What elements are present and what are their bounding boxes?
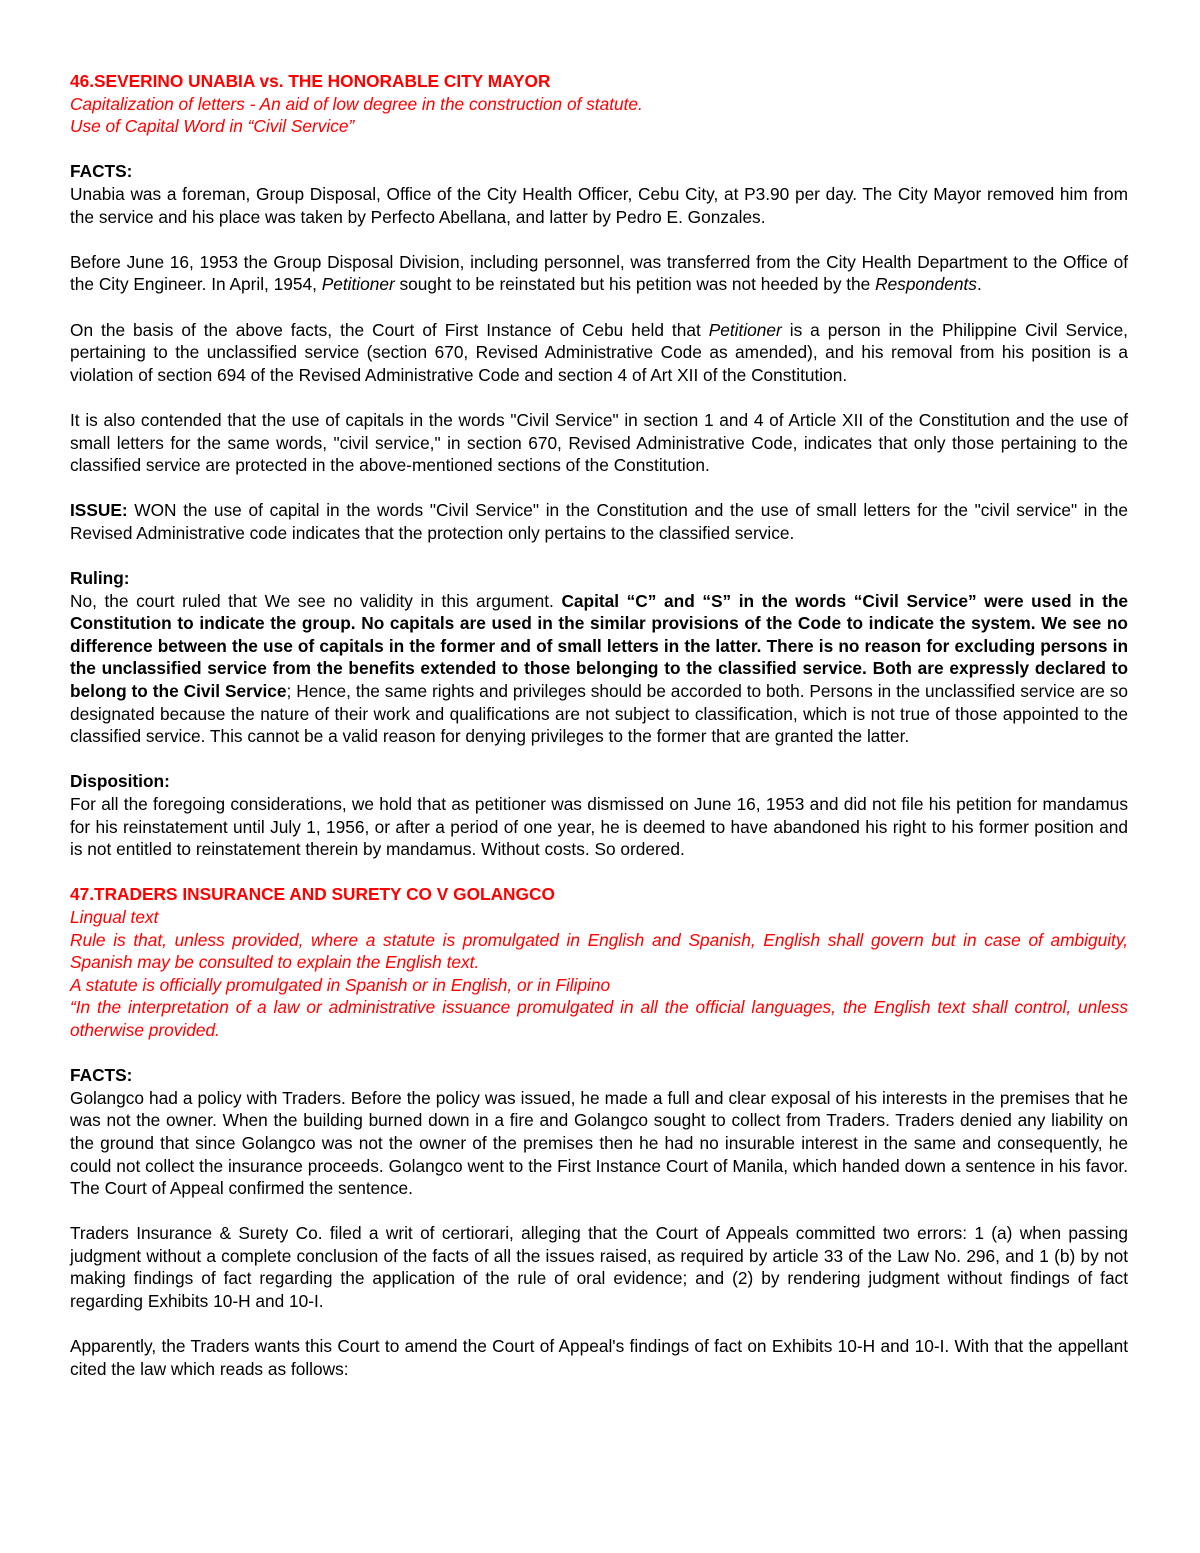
spacer [70,386,1128,409]
respondents-term: Respondents [875,274,977,295]
spacer [70,138,1128,161]
issue-text: WON the use of capital in the words "Civil Service" in the Constitution and the use of small letters for the "civil service" in the Revised Administrative code indicates that the protection only pertains to the classified service. [70,500,1128,543]
case-46-doctrine-1: Capitalization of letters - An aid of low degree in the construction of statute. [70,93,643,114]
case-47-facts-heading: FACTS: [70,1065,133,1086]
case-46-facts-paragraph-3 [70,319,1128,387]
spacer [70,748,1128,771]
case-47-doctrine-3: A statute is officially promulgated in Spanish or in English, or in Filipino [70,974,611,995]
spacer [70,296,1128,319]
document-page [70,70,1128,1380]
case-47-facts-paragraph-1: Golangco had a policy with Traders. Before the policy was issued, he made a full and clear exposal of his interests in the premises that he was not the owner. When the building burned down in a fire and Golangco sought to collect from Traders. Traders denied any liability on the ground that since Golangco was not the owner of the premises then he had no insurable interest in the same and consequently, he could not collect the insurance proceeds. Golangco went to the First Instance Court of Manila, which handed down a sentence in his favor. The Court of Appeal confirmed the sentence. [70,1087,1128,1199]
spacer [70,228,1128,251]
case-46-doctrine-2: Use of Capital Word in “Civil Service” [70,116,355,137]
spacer [70,1200,1128,1223]
case-47-facts-paragraph-3: Apparently, the Traders wants this Court to amend the Court of Appeal's findings of fact on Exhibits 10-H and 10-I. With that the appellant cited the law which reads as follows: [70,1336,1128,1379]
case-46-ruling-heading: Ruling: [70,568,130,589]
spacer [70,1313,1128,1336]
case-47-title: 47.TRADERS INSURANCE AND SURETY CO V GOLANGCO [70,884,555,905]
petitioner-term: Petitioner [708,319,782,340]
text-run: On the basis of the above facts, the Court of First Instance of Cebu held that [70,319,709,340]
text-run: . [976,274,982,295]
case-46-facts-paragraph-1: Unabia was a foreman, Group Disposal, Office of the City Health Officer, Cebu City, at P3.90 per day. The City Mayor removed him from the service and his place was taken by Perfecto Abellana, and latter by Pedro E. Gonzales. [70,183,1128,227]
case-46-title: 46.SEVERINO UNABIA vs. THE HONORABLE CITY MAYOR [70,71,551,91]
spacer [70,1042,1128,1065]
case-47-doctrine-2: Rule is that, unless provided, where a statute is promulgated in English and Spanish, English shall govern but in case of ambiguity, Spanish may be consulted to explain the English text. [70,929,1128,973]
case-46-facts-paragraph-2 [70,251,1128,296]
text-run: ; Hence, the same rights and privileges should be accorded to both. Persons in the unclassified service are so designated because the nature of their work and qualifications are not subject to classification, which is not true of those appointed to the classified service. This cannot be a valid reason for denying privileges to the former that are granted the latter. [70,681,1128,747]
case-46-facts-paragraph-4: It is also contended that the use of capitals in the words "Civil Service" in section 1 and 4 of Article XII of the Constitution and the use of small letters for the same words, "civil service," in section 670, Revised Administrative Code, indicates that only those pertaining to the classified service are protected in the above-mentioned sections of the Constitution. [70,409,1128,476]
text-run: No, the court ruled that We see no validity in this argument. [70,590,562,611]
text-run: sought to be reinstated but his petition was not heeded by the [394,274,876,295]
spacer [70,477,1128,500]
text-run: is a person in the Philippine Civil Service, pertaining to the unclassified service (section 670, Revised Administrative Code as amended), and his removal from his position is a violation of section 694 of the Revised Administrative Code and section 4 of Art XII of the Constitution. [70,319,1128,385]
case-46-disposition-text: For all the foregoing considerations, we hold that as petitioner was dismissed on June 16, 1953 and did not file his petition for mandamus for his reinstatement until July 1, 1956, or after a period of one year, he is deemed to have abandoned his right to his former position and is not entitled to reinstatement therein by mandamus. Without costs. So ordered. [70,794,1128,860]
case-46-facts-heading: FACTS: [70,161,133,182]
case-47-doctrine-4: “In the interpretation of a law or administrative issuance promulgated in all the official languages, the English text shall control, unless otherwise provided. [70,997,1128,1040]
petitioner-term: Petitioner [321,274,395,295]
spacer [70,861,1128,884]
case-47-doctrine-1: Lingual text [70,906,159,927]
case-46-issue [70,499,1128,544]
spacer [70,544,1128,567]
issue-label: ISSUE: [70,500,128,521]
case-47-facts-paragraph-2: Traders Insurance & Surety Co. filed a writ of certiorari, alleging that the Court of Appeals committed two errors: 1 (a) when passing judgment without a complete conclusion of the facts of all the issues raised, as required by article 33 of the Law No. 296, and 1 (b) by not making findings of fact regarding the application of the rule of oral evidence; and (2) by rendering judgment without findings of fact regarding Exhibits 10-H and 10-I. [70,1223,1128,1312]
text-run: Before June 16, 1953 the Group Disposal Division, including personnel, was transferred from the City Health Department to the Office of the City Engineer. In April, 1954, [70,251,1128,295]
ruling-bold-text: Capital “C” and “S” in the words “Civil Service” were used in the Constitution to indicate the group. No capitals are used in the similar provisions of the Code to indicate the system. We see no difference between the use of capitals in the former and of small letters in the latter. There is no reason for excluding persons in the unclassified service from the benefits extended to those belonging to the classified service. Both are expressly declared to belong to the Civil Service [70,590,1128,702]
case-46-ruling-text [70,590,1128,748]
case-46-disposition-heading: Disposition: [70,771,170,792]
